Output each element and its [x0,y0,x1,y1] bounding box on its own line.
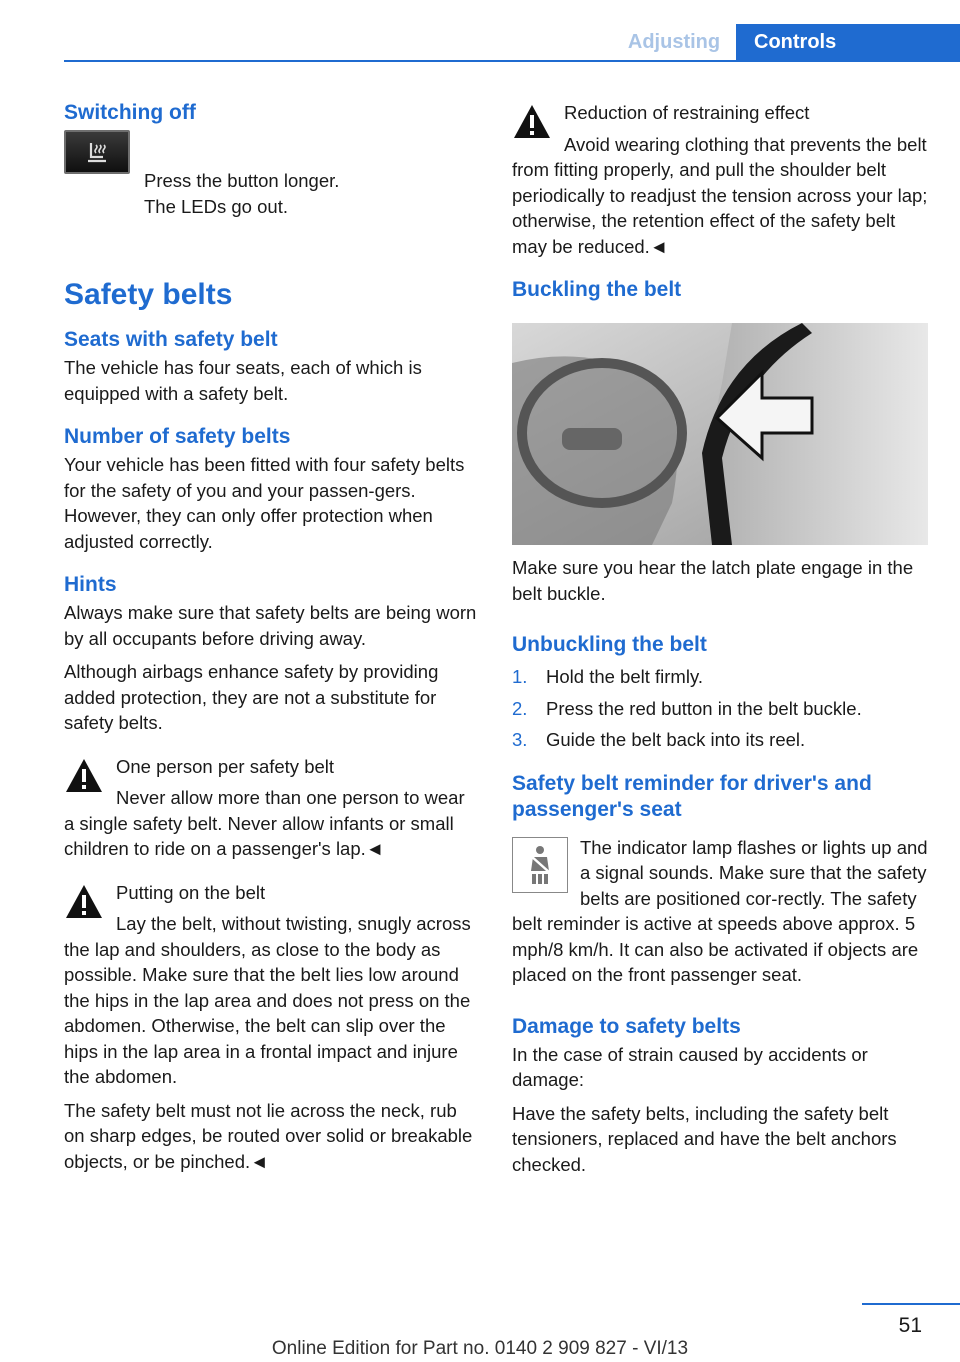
warning-one-person [64,754,478,862]
unbuckling-steps [512,664,928,753]
list-item: 1. Hold the belt firmly. [512,666,703,687]
footer-edition: Online Edition for Part no. 0140 2 909 827 - VI/13 [271,1338,689,1359]
unbuckling-heading: Unbuckling the belt [512,633,707,656]
switching-off-heading: Switching off [64,101,196,124]
right-column [512,100,928,1177]
reminder-block [512,835,928,988]
warning-reduction-text: Avoid wearing clothing that prevents the belt from fitting properly, and pull the shoulder belt periodically to readjust the tension across your lap; otherwise, the retention effect of the safety belt may be reduced.◄ [512,133,928,257]
footer-rule [862,1303,960,1305]
warning-one-person-title: One person per safety belt [116,755,335,777]
number-heading: Number of safety belts [64,425,291,448]
damage-p1: In the case of strain caused by accidents or damage: [512,1043,868,1090]
switching-off-line2: The LEDs go out. [144,195,288,217]
warning-triangle-icon [512,102,552,142]
warning-putting-on [64,880,478,1175]
tab-adjusting: Adjusting [627,30,721,53]
warning-triangle-icon [64,882,104,922]
buckling-caption: Make sure you hear the latch plate engage in the belt buckle. [512,557,914,604]
seatbelt-reminder-icon [512,837,568,893]
warning-triangle-icon [64,756,104,796]
warning-putting-on-text: Lay the belt, without twisting, snugly across the lap and shoulders, as close to the body as possible. Make sure that the belt lies low around the hips in the lap area and does not press on the abdomen. Otherwise, the belt can slip over the hips in the lap area in a frontal impact and injure the abdomen. [64,913,471,1087]
hints-p1: Always make sure that safety belts are being worn by all occupants before driving away. [64,602,477,649]
warning-putting-on-title: Putting on the belt [116,881,266,903]
list-item: 3. Guide the belt back into its reel. [512,729,806,750]
page-number: 51 [898,1314,922,1337]
seats-heading: Seats with safety belt [64,328,278,351]
damage-p2: Have the safety belts, including the safety belt tensioners, replaced and have the belt anchors checked. [512,1102,897,1175]
reminder-heading: Safety belt reminder for driver's and passenger's seat [512,771,872,821]
hints-p2: Although airbags enhance safety by providing added protection, they are not a substitute for safety belts. [64,661,439,733]
switching-off-line1: Press the button longer. [144,170,340,191]
page-header [0,24,960,62]
damage-heading: Damage to safety belts [512,1014,741,1038]
switching-off-row [64,128,478,219]
left-column [64,100,478,1174]
buckling-heading: Buckling the belt [512,278,682,301]
hints-heading: Hints [64,573,117,596]
warning-reduction [512,100,928,259]
warning-putting-on-text2: The safety belt must not lie across the neck, rub on sharp edges, be routed over solid or breakable objects, or be pinched.◄ [64,1099,473,1172]
tab-controls: Controls [736,24,960,60]
buckling-photo [512,323,928,545]
seats-text: The vehicle has four seats, each of which is equipped with a safety belt. [64,357,422,404]
reminder-text: The indicator lamp flashes or lights up and a signal sounds. Make sure that the safety belts are positioned cor-rectly. The safety belt reminder is active at speeds above approx. 5 mph/8 km/h. It can also be activated if objects are placed on the front passenger seat. [512,836,928,985]
header-rule [64,60,960,62]
seat-heating-icon [64,130,130,174]
number-text: Your vehicle has been fitted with four safety belts for the safety of you and your passen-gers. However, they can only offer protection when adjusted correctly. [64,454,465,552]
warning-reduction-title: Reduction of restraining effect [564,102,810,123]
list-item: 2. Press the red button in the belt buckle. [512,697,862,719]
section-title-safety-belts: Safety belts [64,278,233,311]
warning-one-person-text: Never allow more than one person to wear a single safety belt. Never allow infants or small children to ride on a passenger's lap.◄ [64,787,465,859]
